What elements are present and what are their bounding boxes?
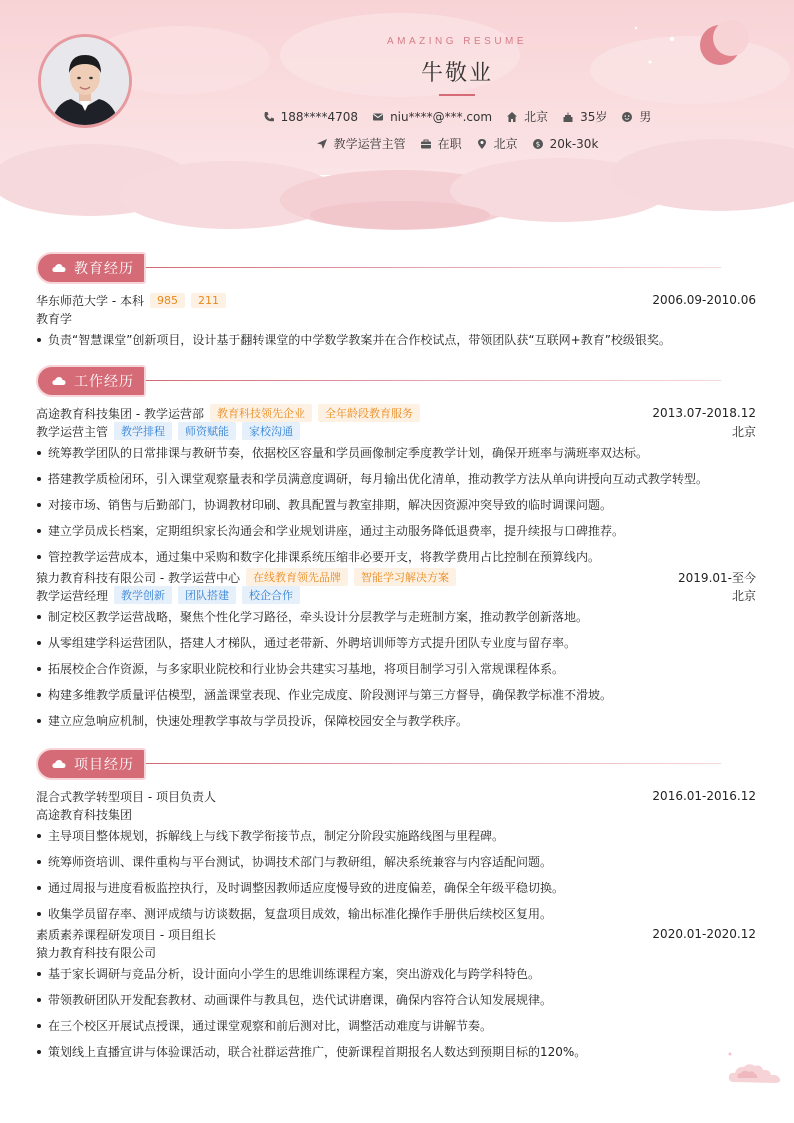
cloud-icon <box>52 376 66 386</box>
project-name: 素质素养课程研发项目 - 项目组长 <box>36 927 216 942</box>
job-position-row <box>36 422 756 440</box>
list-item: 统筹教学团队的日常排课与教研节奏，依据校区容量和学员画像制定季度教学计划，确保开班率与满班率双达标。 <box>36 444 756 462</box>
section-title-pill <box>36 748 146 780</box>
section-header <box>36 748 756 780</box>
job-date: 2019.01-至今 <box>678 570 756 585</box>
section-title-pill <box>36 252 146 284</box>
section-title: 工作经历 <box>74 374 134 390</box>
section-divider <box>146 380 721 381</box>
send-icon <box>316 138 328 150</box>
info-salary: $ 20k-30k <box>532 135 599 152</box>
cake-icon <box>562 111 574 123</box>
info-phone: 188****4708 <box>263 108 358 125</box>
company-tag: 在线教育领先品牌 <box>246 568 348 586</box>
list-item: 主导项目整体规划，拆解线上与线下教学衔接节点，制定分阶段实施路线图与里程碑。 <box>36 827 756 845</box>
job-date: 2013.07-2018.12 <box>652 406 756 420</box>
company-name: 高途教育科技集团 - 教学运营部 <box>36 406 204 421</box>
cloud-icon <box>52 759 66 769</box>
work-section <box>36 365 756 730</box>
list-item: 策划线上直播宣讲与体验课活动，联合社群运营推广，使新课程首期报名人数达到预期目标的120%。 <box>36 1043 756 1061</box>
job-header <box>36 568 756 586</box>
skill-tag: 教学排程 <box>114 422 172 440</box>
list-item: 搭建教学质检闭环，引入课堂观察量表和学员满意度调研，每月输出优化清单，推动教学方法从单向讲授向互动式教学转型。 <box>36 470 756 488</box>
info-status: 在职 <box>420 135 462 152</box>
education-entry-header <box>36 291 756 309</box>
list-item: 管控教学运营成本，通过集中采购和数字化排课系统压缩非必要开支，将教学费用占比控制在预算线内。 <box>36 548 756 566</box>
job-header <box>36 404 756 422</box>
section-title-pill <box>36 365 146 397</box>
project-org: 猿力教育科技有限公司 <box>36 945 157 960</box>
skill-tag: 团队搭建 <box>178 586 236 604</box>
education-section <box>36 252 756 349</box>
list-item: 通过周报与进度看板监控执行，及时调整因教师适应度慢导致的进度偏差，确保全年级平稳切换。 <box>36 879 756 897</box>
candidate-name: 牛敬业 <box>420 61 493 86</box>
section-divider <box>146 267 721 268</box>
job-intent-row <box>0 135 794 152</box>
info-age: 35岁 <box>562 108 607 125</box>
list-item: 制定校区教学运营战略，聚焦个性化学习路径，牵头设计分层教学与走班制方案，推动教学创新落地。 <box>36 608 756 626</box>
section-divider <box>146 763 721 764</box>
list-item: 负责“智慧课堂”创新项目，设计基于翻转课堂的中学数学教案并在合作校试点，带领团队获“互联网+教育”校级银奖。 <box>36 331 756 349</box>
skill-tag: 校企合作 <box>242 586 300 604</box>
project-header <box>36 787 756 805</box>
job-city: 北京 <box>731 588 756 603</box>
contact-row <box>0 108 794 125</box>
list-item: 收集学员留存率、测评成绩与访谈数据，复盘项目成效，输出标准化操作手册供后续校区复用。 <box>36 905 756 923</box>
company-tag: 教育科技领先企业 <box>210 404 312 422</box>
company-tag: 智能学习解决方案 <box>354 568 456 586</box>
briefcase-icon <box>420 138 432 150</box>
resume-subtitle: AMAZING RESUME <box>386 36 528 47</box>
projects-section <box>36 748 756 1061</box>
section-title: 项目经历 <box>74 757 134 773</box>
job-position: 教学运营主管 <box>36 424 109 439</box>
project-org-row <box>36 943 756 961</box>
list-item: 对接市场、销售与后勤部门，协调教材印刷、教具配置与教室排期，解决因资源冲突导致的临时调课问题。 <box>36 496 756 514</box>
info-position: 教学运营主管 <box>316 135 406 152</box>
name-underline <box>439 94 475 96</box>
skill-tag: 师资赋能 <box>178 422 236 440</box>
major-row <box>36 309 756 327</box>
footer-cloud-decoration <box>726 1050 786 1086</box>
project-org: 高途教育科技集团 <box>36 807 133 822</box>
project-name: 混合式教学转型项目 - 项目负责人 <box>36 789 216 804</box>
list-item: 建立学员成长档案，定期组织家长沟通会和学业规划讲座，通过主动服务降低退费率，提升续报与口碑推荐。 <box>36 522 756 540</box>
home-icon <box>506 111 518 123</box>
skill-tag: 家校沟通 <box>242 422 300 440</box>
location-icon <box>476 138 488 150</box>
salary-icon <box>532 138 544 150</box>
project-date: 2016.01-2016.12 <box>652 789 756 803</box>
education-date: 2006.09-2010.06 <box>652 293 756 307</box>
list-item: 在三个校区开展试点授课，通过课堂观察和前后测对比，调整活动难度与讲解节奏。 <box>36 1017 756 1035</box>
skill-tag: 教学创新 <box>114 586 172 604</box>
gender-icon <box>621 111 633 123</box>
school-tag: 985 <box>150 293 185 308</box>
section-title: 教育经历 <box>74 261 134 277</box>
list-item: 带领教研团队开发配套教材、动画课件与教具包，迭代试讲磨课，确保内容符合认知发展规律。 <box>36 991 756 1009</box>
list-item: 从零组建学科运营团队，搭建人才梯队，通过老带新、外聘培训师等方式提升团队专业度与留存率。 <box>36 634 756 652</box>
list-item: 建立应急响应机制，快速处理教学事故与学员投诉，保障校园安全与教学秩序。 <box>36 712 756 730</box>
job-position: 教学运营经理 <box>36 588 109 603</box>
project-date: 2020.01-2020.12 <box>652 927 756 941</box>
info-gender: 男 <box>621 108 651 125</box>
cloud-icon <box>52 263 66 273</box>
major: 教育学 <box>36 311 73 326</box>
project-org-row <box>36 805 756 823</box>
list-item: 基于家长调研与竞品分析，设计面向小学生的思维训练课程方案，突出游戏化与跨学科特色。 <box>36 965 756 983</box>
list-item: 构建多维教学质量评估模型，涵盖课堂表现、作业完成度、阶段测评与第三方督导，确保教学标准不滑坡。 <box>36 686 756 704</box>
company-name: 猿力教育科技有限公司 - 教学运营中心 <box>36 570 240 585</box>
section-header <box>36 365 756 397</box>
section-header <box>36 252 756 284</box>
school-name: 华东师范大学 - 本科 <box>36 293 144 308</box>
company-tag: 全年龄段教育服务 <box>318 404 420 422</box>
job-position-row <box>36 586 756 604</box>
info-city: 北京 <box>506 108 548 125</box>
project-header <box>36 925 756 943</box>
info-location: 北京 <box>476 135 518 152</box>
info-email: niu****@***.com <box>372 108 492 125</box>
mail-icon <box>372 111 384 123</box>
job-city: 北京 <box>731 424 756 439</box>
list-item: 统筹师资培训、课件重构与平台测试，协调技术部门与教研组，解决系统兼容与内容适配问题。 <box>36 853 756 871</box>
list-item: 拓展校企合作资源，与多家职业院校和行业协会共建实习基地，将项目制学习引入常规课程体系。 <box>36 660 756 678</box>
svg-text:$: $ <box>535 140 540 149</box>
school-tag: 211 <box>191 293 226 308</box>
phone-icon <box>263 111 275 123</box>
